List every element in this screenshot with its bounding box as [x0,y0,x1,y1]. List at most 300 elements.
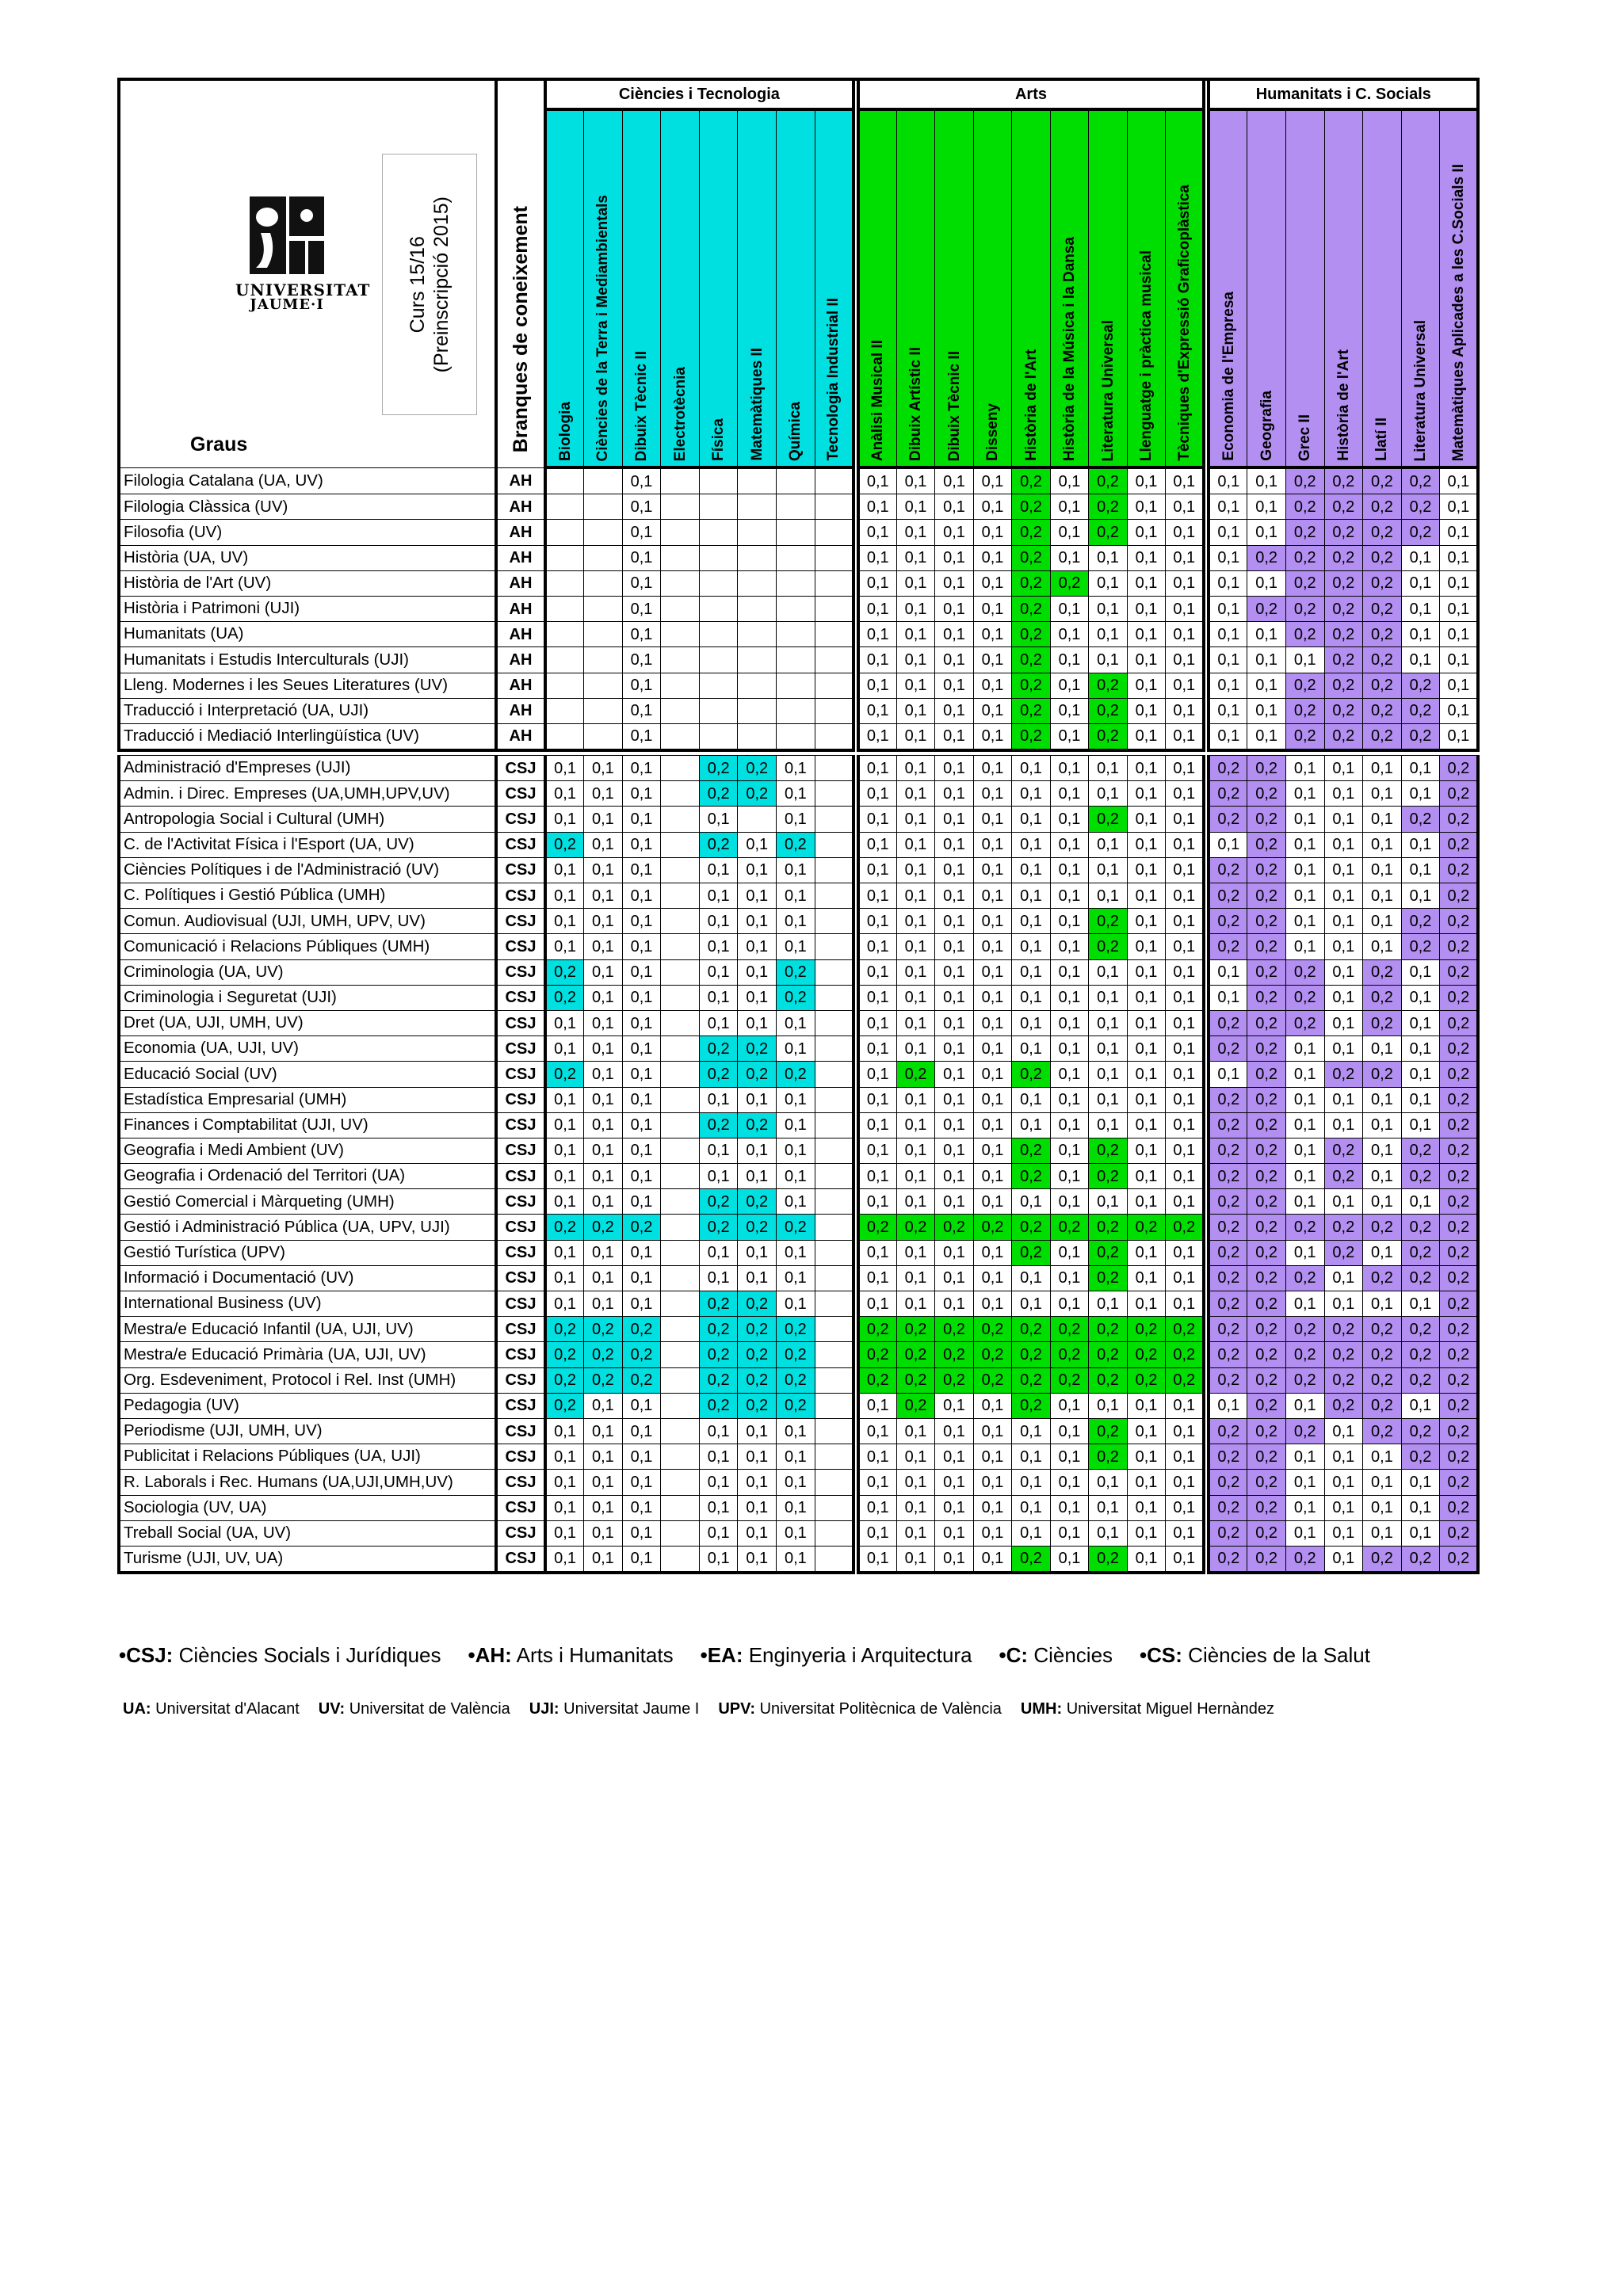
weight-cell: 0,2 [1324,647,1363,673]
weight-cell: 0,1 [973,1291,1012,1317]
weight-cell: 0,2 [1440,1470,1479,1495]
weight-cell: 0,1 [1050,1265,1089,1291]
weight-cell [815,1367,854,1393]
table-row [119,494,1478,520]
weight-cell [699,673,738,698]
weight-cell: 0,1 [1401,1036,1440,1062]
weight-cell [699,698,738,723]
subject-name: Ciències de la Terra i Mediambientals [594,194,612,461]
weight-cell: 0,1 [973,1393,1012,1418]
table-row [119,985,1478,1010]
weight-cell: 0,1 [1050,596,1089,621]
weight-cell [584,494,623,520]
weight-cell: 0,1 [1127,883,1166,909]
weight-cell: 0,2 [1012,596,1051,621]
weight-cell: 0,2 [699,1189,738,1215]
weight-cell: 0,2 [1324,1062,1363,1087]
weight-cell: 0,2 [1050,1367,1089,1393]
weight-cell [815,1393,854,1418]
weight-cell [661,1112,700,1138]
weight-cell: 0,1 [738,909,777,934]
weight-cell: 0,2 [1285,723,1324,750]
weight-cell: 0,2 [777,1367,815,1393]
subject-name: Dibuix Tècnic II [632,350,650,461]
university-logo [235,192,371,313]
weight-cell: 0,1 [1401,781,1440,807]
weight-cell: 0,1 [896,545,935,570]
weight-cell: 0,1 [1166,959,1205,985]
weight-cell [545,647,584,673]
weight-cell [661,1164,700,1189]
weight-cell: 0,1 [973,1189,1012,1215]
weight-cell: 0,2 [777,1342,815,1367]
weight-cell: 0,1 [896,698,935,723]
weight-cell: 0,1 [1363,934,1402,959]
weight-cell: 0,1 [973,545,1012,570]
weight-cell [661,1418,700,1444]
weight-cell: 0,2 [896,1367,935,1393]
weight-cell [815,909,854,934]
weight-cell: 0,2 [1440,959,1479,985]
weight-cell: 0,2 [1209,1291,1247,1317]
weight-cell [777,467,815,494]
weight-cell [584,520,623,545]
weight-cell: 0,1 [935,1520,974,1546]
weight-cell: 0,1 [584,1062,623,1087]
branch-code: CSJ [496,1520,545,1546]
weight-cell: 0,1 [584,1418,623,1444]
weight-cell: 0,2 [1209,781,1247,807]
weight-cell: 0,1 [1209,985,1247,1010]
weight-cell: 0,2 [1401,1240,1440,1265]
weight-cell: 0,1 [1363,1138,1402,1163]
weight-cell: 0,1 [738,883,777,909]
weight-cell: 0,1 [973,781,1012,807]
weight-cell [661,959,700,985]
weight-cell [661,1291,700,1317]
branch-code: CSJ [496,857,545,883]
degree-name: Geografia i Ordenació del Territori (UA) [119,1164,496,1189]
weight-cell: 0,1 [1050,857,1089,883]
weight-cell [777,596,815,621]
weight-cell: 0,1 [1285,1087,1324,1112]
weight-cell [815,1164,854,1189]
degree-name: Geografia i Medi Ambient (UV) [119,1138,496,1163]
branch-code: AH [496,545,545,570]
weight-cell: 0,1 [777,1036,815,1062]
weight-cell [815,985,854,1010]
weight-cell: 0,1 [1089,647,1128,673]
weight-cell: 0,2 [1209,1495,1247,1520]
weight-cell [545,467,584,494]
weight-cell: 0,1 [622,1495,661,1520]
weight-cell: 0,2 [1324,1138,1363,1163]
degree-name: Traducció i Mediació Interlingüística (UV) [119,723,496,750]
weight-cell: 0,2 [777,1393,815,1418]
weight-cell: 0,2 [1050,1215,1089,1240]
weight-cell: 0,2 [1401,520,1440,545]
weight-cell: 0,1 [1050,1444,1089,1470]
weight-cell: 0,1 [1127,1265,1166,1291]
weight-cell: 0,1 [1050,1546,1089,1573]
weight-cell: 0,2 [1440,1520,1479,1546]
weight-cell: 0,2 [1363,985,1402,1010]
weight-cell: 0,2 [1012,1164,1051,1189]
weight-cell [699,494,738,520]
degree-name: Humanitats i Estudis Interculturals (UJI) [119,647,496,673]
weight-cell: 0,2 [973,1317,1012,1342]
weight-cell: 0,2 [1440,1240,1479,1265]
weight-cell: 0,1 [1440,570,1479,596]
weight-cell: 0,2 [1324,467,1363,494]
weight-cell: 0,2 [1324,1215,1363,1240]
weight-cell: 0,1 [777,1546,815,1573]
weight-cell: 0,2 [1012,1138,1051,1163]
weight-cell: 0,1 [1089,1495,1128,1520]
weight-cell [738,596,777,621]
branch-legend-text: Enginyeria i Arquitectura [748,1643,972,1667]
subject-name: Matemàtiques Aplicades a les C.Socials II [1449,163,1467,461]
degree-name: Informació i Documentació (UV) [119,1265,496,1291]
weight-cell: 0,1 [1401,1087,1440,1112]
university-legend [123,1700,1293,1718]
weight-cell: 0,1 [973,883,1012,909]
weight-cell: 0,2 [1324,673,1363,698]
weight-cell: 0,1 [896,909,935,934]
weight-cell: 0,1 [935,1444,974,1470]
weight-cell: 0,1 [1247,570,1286,596]
weight-cell: 0,2 [1401,807,1440,832]
weight-cell: 0,1 [1401,570,1440,596]
weight-cell: 0,1 [1127,832,1166,857]
weight-cell: 0,1 [973,647,1012,673]
weight-cell: 0,1 [935,985,974,1010]
branch-code: CSJ [496,1164,545,1189]
weight-cell: 0,1 [738,959,777,985]
weight-cell: 0,2 [1440,1342,1479,1367]
weight-cell: 0,2 [1209,1342,1247,1367]
weight-cell: 0,1 [1089,985,1128,1010]
weight-cell: 0,1 [1401,985,1440,1010]
weight-cell: 0,2 [1440,1112,1479,1138]
weight-cell: 0,1 [1209,520,1247,545]
weight-cell: 0,1 [1050,467,1089,494]
weight-cell: 0,1 [973,1138,1012,1163]
weight-cell: 0,1 [1209,1062,1247,1087]
branch-legend-item [468,1643,674,1667]
table-row [119,1495,1478,1520]
weight-cell: 0,1 [1050,756,1089,781]
table-row [119,647,1478,673]
weight-cell: 0,1 [1089,857,1128,883]
weight-cell: 0,1 [896,985,935,1010]
weight-cell: 0,1 [896,1520,935,1546]
weight-cell: 0,1 [777,1470,815,1495]
weight-cell: 0,2 [1012,570,1051,596]
weight-cell: 0,2 [1089,934,1128,959]
weight-cell: 0,1 [545,1265,584,1291]
degree-name: Traducció i Interpretació (UA, UJI) [119,698,496,723]
weight-cell: 0,2 [1166,1317,1205,1342]
weight-cell: 0,1 [1324,1087,1363,1112]
weight-cell: 0,2 [1363,622,1402,647]
weight-cell: 0,1 [545,1546,584,1573]
weight-cell: 0,2 [1012,1317,1051,1342]
weight-cell: 0,1 [858,857,897,883]
weight-cell [661,1444,700,1470]
weight-cell: 0,1 [973,832,1012,857]
weight-cell: 0,1 [1401,1520,1440,1546]
weight-cell: 0,2 [1247,1291,1286,1317]
table-row [119,1520,1478,1546]
weight-cell: 0,1 [858,622,897,647]
weight-cell: 0,1 [699,1444,738,1470]
weight-cell: 0,1 [935,1189,974,1215]
weight-cell: 0,1 [858,959,897,985]
weight-cell: 0,2 [1089,1164,1128,1189]
weight-cell: 0,2 [1127,1342,1166,1367]
weight-cell: 0,1 [777,1138,815,1163]
weight-cell: 0,1 [1247,520,1286,545]
weight-cell: 0,2 [1209,1367,1247,1393]
weight-cell: 0,1 [1012,959,1051,985]
weight-cell: 0,2 [1089,1418,1128,1444]
weight-cell [777,570,815,596]
branch-code: AH [496,723,545,750]
weight-cell: 0,1 [858,1240,897,1265]
weight-cell: 0,1 [1440,545,1479,570]
logo-emblem-icon [243,192,330,279]
weight-cell: 0,1 [1012,1520,1051,1546]
weight-cell: 0,1 [1127,857,1166,883]
weight-cell: 0,1 [1166,467,1205,494]
weight-cell: 0,1 [1324,1444,1363,1470]
weight-cell: 0,1 [973,1112,1012,1138]
weight-cell: 0,1 [973,857,1012,883]
weight-cell: 0,1 [1127,807,1166,832]
weight-cell: 0,2 [896,1062,935,1087]
weight-cell: 0,1 [896,1418,935,1444]
weight-cell: 0,2 [1324,570,1363,596]
weight-cell [738,698,777,723]
weight-cell [815,1215,854,1240]
subject-header-c-0 [545,109,584,467]
weight-cell: 0,1 [622,1062,661,1087]
weight-cell: 0,1 [1012,1265,1051,1291]
table-row [119,781,1478,807]
weight-cell: 0,1 [1050,883,1089,909]
weight-cell: 0,2 [896,1317,935,1342]
weight-cell: 0,2 [1440,1036,1479,1062]
degrees-label: Graus [190,433,248,456]
weight-cell: 0,1 [1247,673,1286,698]
branch-legend-abbr: •CSJ: [119,1643,174,1667]
weight-cell [699,545,738,570]
weight-cell [661,756,700,781]
subject-header-a-8 [1166,109,1205,467]
weight-cell [661,673,700,698]
weight-cell: 0,2 [622,1367,661,1393]
subject-name: Història de l'Art [1335,349,1352,461]
weight-cell: 0,1 [858,596,897,621]
weight-cell: 0,1 [1050,1138,1089,1163]
weight-cell: 0,2 [1209,1010,1247,1035]
weight-cell: 0,1 [584,857,623,883]
weight-cell: 0,2 [935,1367,974,1393]
subject-header-a-3 [973,109,1012,467]
weight-cell: 0,1 [1127,781,1166,807]
weight-cell: 0,1 [622,1036,661,1062]
weight-cell: 0,1 [622,647,661,673]
weight-cell: 0,1 [935,698,974,723]
weight-cell: 0,1 [1247,467,1286,494]
weight-cell: 0,1 [1166,1444,1205,1470]
weight-cell: 0,1 [1050,1393,1089,1418]
weight-cell [815,1317,854,1342]
weight-cell: 0,2 [1209,1138,1247,1163]
degree-name: Gestió i Administració Pública (UA, UPV, UJI) [119,1215,496,1240]
weight-cell: 0,1 [1050,723,1089,750]
weight-cell: 0,1 [1166,1164,1205,1189]
degree-name: Comun. Audiovisual (UJI, UMH, UPV, UV) [119,909,496,934]
weight-cell: 0,2 [1440,1367,1479,1393]
weight-cell: 0,1 [1166,756,1205,781]
weight-cell: 0,1 [1050,1418,1089,1444]
weight-cell: 0,1 [896,723,935,750]
weighting-table [117,78,1480,1574]
weight-cell: 0,2 [1363,959,1402,985]
weight-cell: 0,2 [1440,1138,1479,1163]
weight-cell [815,934,854,959]
weight-cell: 0,1 [973,959,1012,985]
weight-cell: 0,1 [584,1112,623,1138]
weight-cell: 0,2 [1440,1265,1479,1291]
university-legend-abbr: UMH: [1020,1700,1063,1718]
degree-name: Filosofia (UV) [119,520,496,545]
weight-cell: 0,1 [1166,832,1205,857]
weight-cell: 0,1 [935,1112,974,1138]
branch-legend-abbr: •EA: [700,1643,743,1667]
weight-cell [584,673,623,698]
weight-cell: 0,1 [1440,520,1479,545]
weight-cell: 0,1 [738,1418,777,1444]
weight-cell: 0,1 [622,1087,661,1112]
weight-cell: 0,1 [973,1265,1012,1291]
subject-name: Economia de l'Empresa [1220,292,1237,461]
weight-cell: 0,1 [1209,832,1247,857]
table-row [119,1393,1478,1418]
weight-cell: 0,1 [584,1240,623,1265]
weight-cell: 0,2 [1363,673,1402,698]
table-row [119,807,1478,832]
weight-cell: 0,2 [1209,1470,1247,1495]
weight-cell: 0,2 [1285,1342,1324,1367]
weight-cell: 0,2 [1363,647,1402,673]
weight-cell: 0,1 [1127,1470,1166,1495]
degree-name: Turisme (UJI, UV, UA) [119,1546,496,1573]
degree-name: C. Polítiques i Gestió Pública (UMH) [119,883,496,909]
weight-cell: 0,1 [973,909,1012,934]
weight-cell: 0,1 [1050,647,1089,673]
weight-cell: 0,1 [1166,781,1205,807]
weight-cell: 0,1 [858,467,897,494]
weight-cell [777,647,815,673]
weight-cell: 0,1 [622,622,661,647]
weight-cell: 0,1 [1285,1062,1324,1087]
weight-cell: 0,2 [1247,1342,1286,1367]
weight-cell: 0,2 [1324,494,1363,520]
weight-cell [584,723,623,750]
weight-cell: 0,1 [1012,1189,1051,1215]
weight-cell: 0,1 [1209,622,1247,647]
weight-cell: 0,1 [1324,1470,1363,1495]
weight-cell: 0,1 [584,1470,623,1495]
weight-cell [661,883,700,909]
weight-cell: 0,1 [935,883,974,909]
weight-cell: 0,2 [1285,1265,1324,1291]
weight-cell: 0,1 [622,673,661,698]
weight-cell: 0,1 [1089,756,1128,781]
university-legend-text: Universitat Jaume I [563,1700,700,1718]
weight-cell: 0,1 [1012,1418,1051,1444]
weight-cell [661,1010,700,1035]
weight-cell: 0,1 [777,909,815,934]
weight-cell: 0,1 [973,1520,1012,1546]
weight-cell: 0,1 [858,1087,897,1112]
weight-cell: 0,1 [1089,1189,1128,1215]
table-row [119,756,1478,781]
weight-cell: 0,1 [622,1393,661,1418]
weight-cell [699,596,738,621]
weight-cell: 0,2 [1363,1010,1402,1035]
subject-name: Geografia [1258,391,1275,461]
weight-cell: 0,1 [622,832,661,857]
weight-cell: 0,1 [584,781,623,807]
weight-cell: 0,1 [1012,883,1051,909]
degree-name: International Business (UV) [119,1291,496,1317]
table-row [119,1470,1478,1495]
branch-code: AH [496,467,545,494]
weight-cell: 0,2 [1440,909,1479,934]
university-legend-abbr: UV: [318,1700,346,1718]
weight-cell [699,723,738,750]
weight-cell: 0,2 [738,781,777,807]
subject-name: Matemàtiques II [748,348,766,461]
weight-cell: 0,1 [1285,1520,1324,1546]
weight-cell: 0,1 [935,857,974,883]
weight-cell: 0,1 [973,1062,1012,1087]
weight-cell: 0,2 [699,1367,738,1393]
weight-cell [661,857,700,883]
weight-cell: 0,1 [1401,1393,1440,1418]
weight-cell: 0,2 [1247,1470,1286,1495]
branch-legend-abbr: •C: [999,1643,1029,1667]
subject-header-a-0 [858,109,897,467]
weight-cell: 0,2 [1247,959,1286,985]
degree-name: Història i Patrimoni (UJI) [119,596,496,621]
weight-cell: 0,1 [622,985,661,1010]
weight-cell: 0,1 [1440,647,1479,673]
weight-cell: 0,1 [777,807,815,832]
weight-cell [815,1062,854,1087]
weight-cell: 0,1 [622,1546,661,1573]
weight-cell: 0,1 [896,934,935,959]
weight-cell: 0,1 [1401,1189,1440,1215]
degree-name: Estadística Empresarial (UMH) [119,1087,496,1112]
weight-cell: 0,1 [1401,1112,1440,1138]
table-row [119,1265,1478,1291]
weight-cell: 0,2 [1285,1317,1324,1342]
